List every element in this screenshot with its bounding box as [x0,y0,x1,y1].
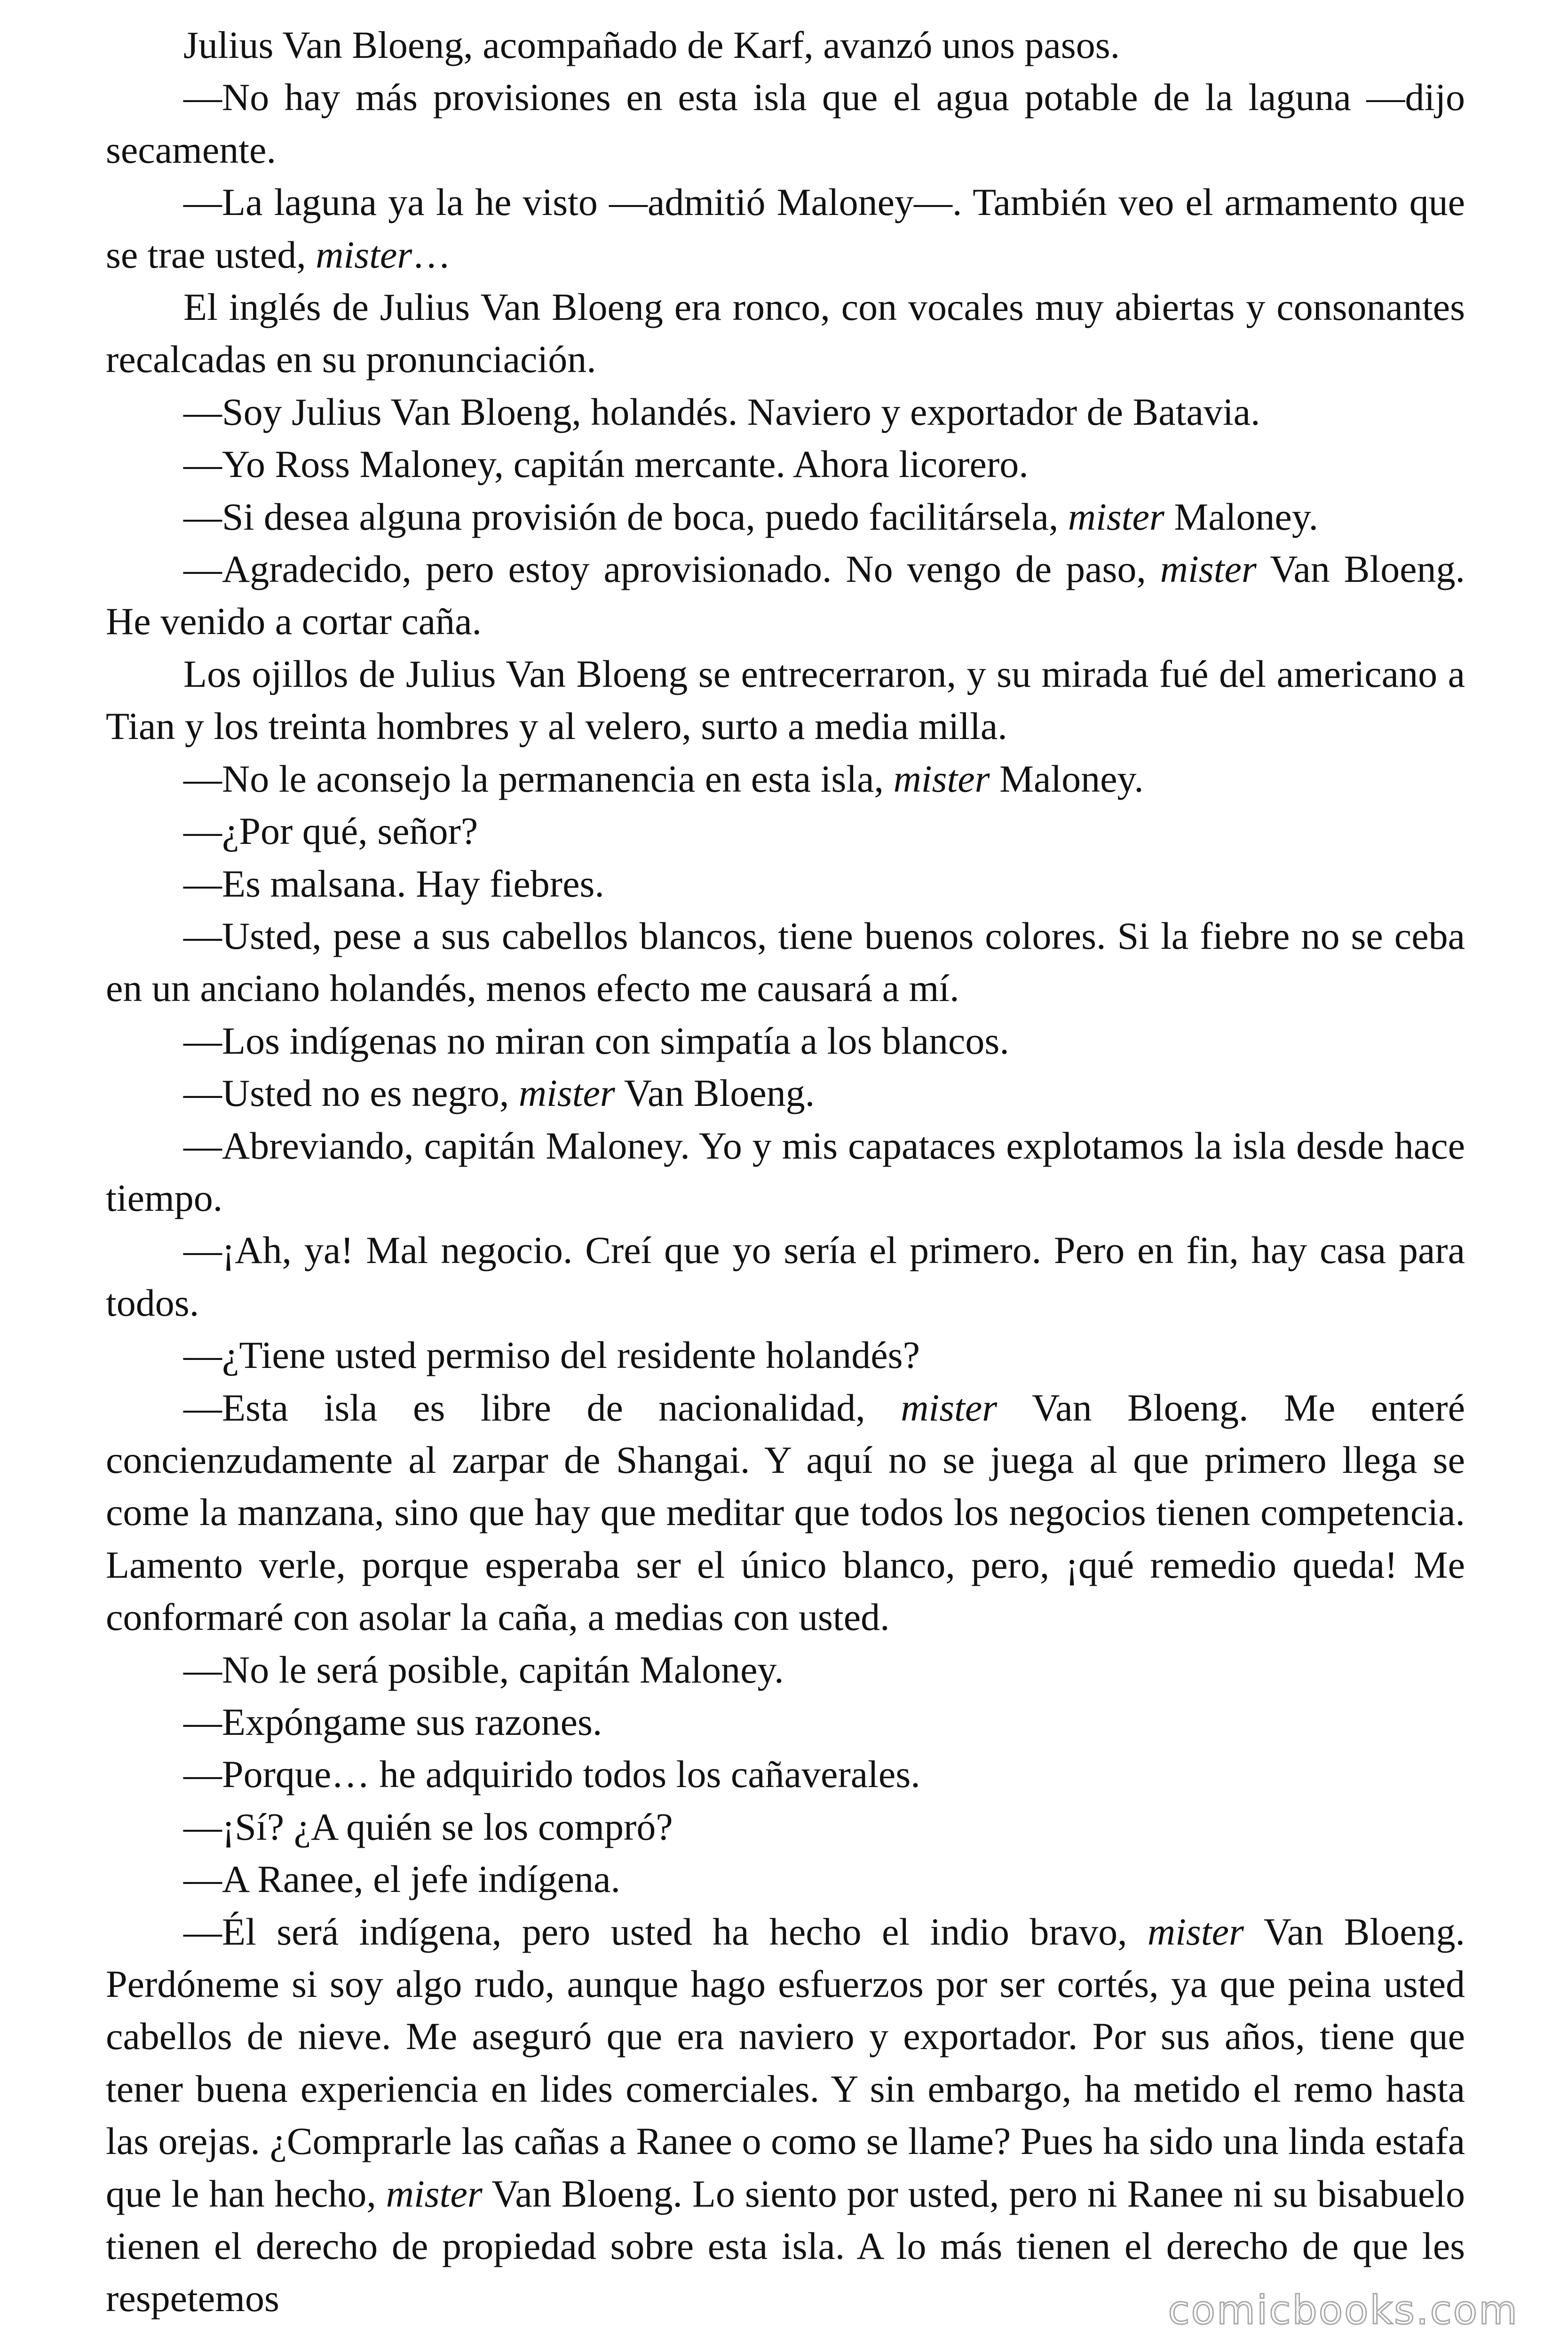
paragraph [106,71,1465,176]
text-run: Van Bloeng. Perdóneme si soy algo rudo, aunque hago esfuerzos por ser cortés, ya que peina usted cabellos de nieve. Me aseguró que era naviero y exportador. Por sus años, tiene que tener buena experiencia en lides comerciales. Y sin embargo, ha metido el remo hasta las orejas. ¿Comprarle las cañas a Ranee o como se llame? Pues ha sido una linda estafa que le han hecho, [106,1910,1465,2215]
text-run: —Porque… he adquirido todos los cañaverales. [183,1753,920,1796]
text-run: —No le aconsejo la permanencia en esta isla, [183,757,894,800]
text-run: —Soy Julius Van Bloeng, holandés. Naviero y exportador de Batavia. [183,390,1260,433]
text-run: —¡Sí? ¿A quién se los compró? [183,1805,673,1848]
paragraph [106,543,1465,648]
paragraph [106,1329,1465,1381]
italic-word: mister [1147,1910,1244,1953]
text-run: —Usted, pese a sus cabellos blancos, tiene buenos colores. Si la fiebre no se ceba en un anciano holandés, menos efecto me causará a mí. [106,914,1465,1010]
text-run: —Los indígenas no miran con simpatía a los blancos. [183,1019,1009,1062]
text-run: —Es malsana. Hay fiebres. [183,862,604,905]
text-run: —¿Por qué, señor? [183,810,478,853]
text-run: —La laguna ya la he visto —admitió Maloney—. También veo el armamento que se trae usted, [106,181,1465,276]
text-run: —Agradecido, pero estoy aprovisionado. No vengo de paso, [183,548,1160,591]
paragraph [106,805,1465,857]
paragraph [106,648,1465,753]
italic-word: mister [386,2172,483,2215]
paragraph [106,753,1465,805]
paragraph [106,176,1465,281]
text-run: Julius Van Bloeng, acompañado de Karf, avanzó unos pasos. [183,24,1120,66]
text-run: —Esta isla es libre de nacionalidad, [183,1386,901,1429]
text-run: —¿Tiene usted permiso del residente holandés? [183,1334,920,1377]
italic-word: mister [901,1386,998,1429]
text-run: Maloney. [990,757,1144,800]
text-run: El inglés de Julius Van Bloeng era ronco, con vocales muy abiertas y consonantes recalcadas en su pronunciación. [106,286,1465,381]
paragraph [106,281,1465,386]
text-run: —Yo Ross Maloney, capitán mercante. Ahora licorero. [183,443,1029,486]
text-run: Van Bloeng. Lo siento por usted, pero ni Ranee ni su bisabuelo tienen el derecho de propiedad sobre esta isla. A lo más tienen el derecho de que les respetemos [106,2172,1465,2320]
paragraph [106,1696,1465,1748]
text-run: … [412,233,451,276]
text-run: Van Bloeng. [615,1072,815,1115]
text-run: —A Ranee, el jefe indígena. [183,1858,620,1901]
paragraph [106,1801,1465,1853]
paragraph [106,1853,1465,1905]
paragraph [106,438,1465,490]
paragraph [106,1644,1465,1696]
page-body [106,19,1465,2325]
paragraph [106,1906,1465,2325]
paragraph [106,1067,1465,1119]
text-run: —Expóngame sus razones. [183,1700,602,1743]
italic-word: mister [1068,495,1164,538]
watermark: comicbooks.com [1168,2287,1519,2333]
italic-word: mister [893,757,990,800]
paragraph [106,910,1465,1015]
paragraph [106,1015,1465,1067]
paragraph [106,858,1465,910]
text-run: —¡Ah, ya! Mal negocio. Creí que yo sería el primero. Pero en fin, hay casa para todos. [106,1229,1465,1324]
paragraph [106,1382,1465,1644]
paragraph [106,491,1465,543]
text-run: Maloney. [1164,495,1319,538]
paragraph [106,1120,1465,1224]
paragraph [106,1224,1465,1329]
text-run: —No hay más provisiones en esta isla que el agua potable de la laguna —dijo secamente. [106,76,1465,171]
text-run: —Si desea alguna provisión de boca, puedo facilitársela, [183,495,1068,538]
text-run: Van Bloeng. Me enteré concienzudamente al zarpar de Shangai. Y aquí no se juega al que primero llega se come la manzana, sino que hay que meditar que todos los negocios tienen competencia. Lamento verle, porque esperaba ser el único blanco, pero, ¡qué remedio queda! Me conformaré con asolar la caña, a medias con usted. [106,1386,1465,1639]
text-run: —Él será indígena, pero usted ha hecho el indio bravo, [183,1910,1148,1953]
text-run: —No le será posible, capitán Maloney. [183,1648,784,1691]
paragraph [106,19,1465,71]
paragraph [106,1748,1465,1800]
text-run: —Abreviando, capitán Maloney. Yo y mis capataces explotamos la isla desde hace tiempo. [106,1124,1465,1219]
text-run: Van Bloeng. He venido a cortar caña. [106,548,1465,643]
text-run: —Usted no es negro, [183,1072,519,1115]
italic-word: mister [316,233,412,276]
text-run: Los ojillos de Julius Van Bloeng se entrecerraron, y su mirada fué del americano a Tian y los treinta hombres y al velero, surto a media milla. [106,652,1465,748]
italic-word: mister [518,1072,615,1115]
italic-word: mister [1160,548,1257,591]
paragraph [106,386,1465,438]
